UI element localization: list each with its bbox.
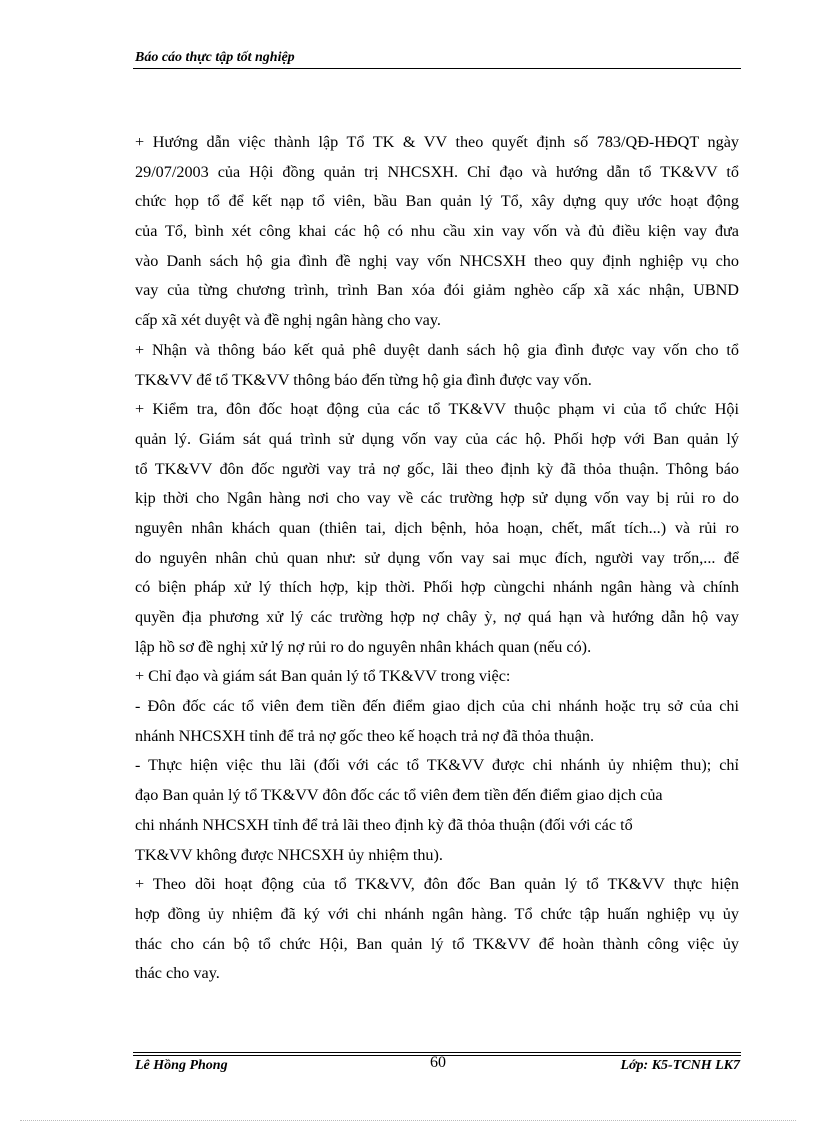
body-line: nhánh NHCSXH tỉnh để trả nợ gốc theo kế hoạch trả nợ đã thỏa thuận.	[135, 726, 595, 745]
body-line: + Chỉ đạo và giám sát Ban quản lý tổ TK&VV trong việc:	[135, 667, 511, 686]
body-line: hợp đồng ủy nhiệm đã ký với chi nhánh ngân hàng. Tổ chức tập huấn nghiệp vụ ủy	[135, 904, 739, 923]
body-line: vay của từng chương trình, trình Ban xóa đói giảm nghèo cấp xã xác nhận, UBND	[135, 281, 739, 300]
body-line: kịp thời cho Ngân hàng nơi cho vay về các trường hợp sử dụng vốn vay bị rủi ro do	[135, 489, 739, 508]
body-line: - Thực hiện việc thu lãi (đối với các tổ TK&VV được chi nhánh ủy nhiệm thu); chỉ	[135, 756, 739, 775]
body-line: của Tổ, bình xét công khai các hộ có nhu cầu xin vay vốn và đủ điều kiện vay đưa	[135, 222, 739, 241]
body-text	[135, 128, 739, 989]
body-line: + Nhận và thông báo kết quả phê duyệt danh sách hộ gia đình được vay vốn cho tổ	[135, 340, 739, 359]
body-line: thác cho vay.	[135, 964, 220, 983]
body-line: chi nhánh NHCSXH tỉnh để trả lãi theo định kỳ đã thỏa thuận (đối với các tổ	[135, 815, 633, 834]
body-line: cấp xã xét duyệt và đề nghị ngân hàng cho vay.	[135, 311, 441, 330]
footer-author: Lê Hồng Phong	[135, 1058, 228, 1073]
body-line: nguyên nhân khách quan (thiên tai, dịch bệnh, hỏa hoạn, chết, mất tích...) và rủi ro	[135, 518, 739, 537]
header-title: Báo cáo thực tập tốt nghiệp	[135, 50, 295, 65]
body-line: TK&VV để tổ TK&VV thông báo đến từng hộ gia đình được vay vốn.	[135, 370, 592, 389]
body-line: có biện pháp xử lý thích hợp, kịp thời. Phối hợp cùngchi nhánh ngân hàng và chính	[135, 578, 739, 597]
page-edge-divider	[20, 1120, 796, 1121]
body-line: quản lý. Giám sát quá trình sử dụng vốn vay của các hộ. Phối hợp với Ban quản lý	[135, 429, 739, 448]
body-line: quyền địa phương xử lý các trường hợp nợ chây ỳ, nợ quá hạn và hướng dẫn hộ vay	[135, 608, 739, 626]
footer-class-label: Lớp: K5-TCNH LK7	[620, 1058, 740, 1073]
body-line: lập hồ sơ đề nghị xử lý nợ rủi ro do nguyên nhân khách quan (nếu có).	[135, 637, 592, 656]
body-line: chức họp tổ để kết nạp tổ viên, bầu Ban quản lý Tổ, xây dựng quy ước hoạt động	[135, 192, 739, 211]
header-rule	[133, 68, 741, 69]
body-line: đạo Ban quản lý tổ TK&VV đôn đốc các tổ viên đem tiền đến điểm giao dịch của	[135, 786, 663, 805]
body-line: 29/07/2003 của Hội đồng quản trị NHCSXH. Chỉ đạo và hướng dẫn tổ TK&VV tổ	[135, 162, 739, 181]
body-line: TK&VV không được NHCSXH ủy nhiệm thu).	[135, 845, 443, 864]
body-line: thác cho cán bộ tổ chức Hội, Ban quản lý tổ TK&VV để hoàn thành công việc ủy	[135, 934, 739, 953]
page-number: 60	[430, 1054, 446, 1071]
body-line: vào Danh sách hộ gia đình đề nghị vay vốn NHCSXH theo quy định nghiệp vụ cho	[135, 251, 739, 270]
body-line: - Đôn đốc các tổ viên đem tiền đến điểm giao dịch của chi nhánh hoặc trụ sở của chi	[135, 697, 739, 716]
body-line: tổ TK&VV đôn đốc người vay trả nợ gốc, lãi theo định kỳ đã thỏa thuận. Thông báo	[135, 459, 739, 478]
body-line: + Hướng dẫn việc thành lập Tổ TK & VV theo quyết định số 783/QĐ-HĐQT ngày	[135, 133, 739, 151]
body-line: + Theo dõi hoạt động của tổ TK&VV, đôn đốc Ban quản lý tổ TK&VV thực hiện	[135, 875, 739, 894]
body-line: + Kiểm tra, đôn đốc hoạt động của các tổ TK&VV thuộc phạm vi của tổ chức Hội	[135, 400, 739, 419]
footer-rule	[133, 1052, 741, 1053]
body-line: do nguyên nhân chủ quan như: sử dụng vốn vay sai mục đích, người vay trốn,... để	[135, 548, 739, 567]
